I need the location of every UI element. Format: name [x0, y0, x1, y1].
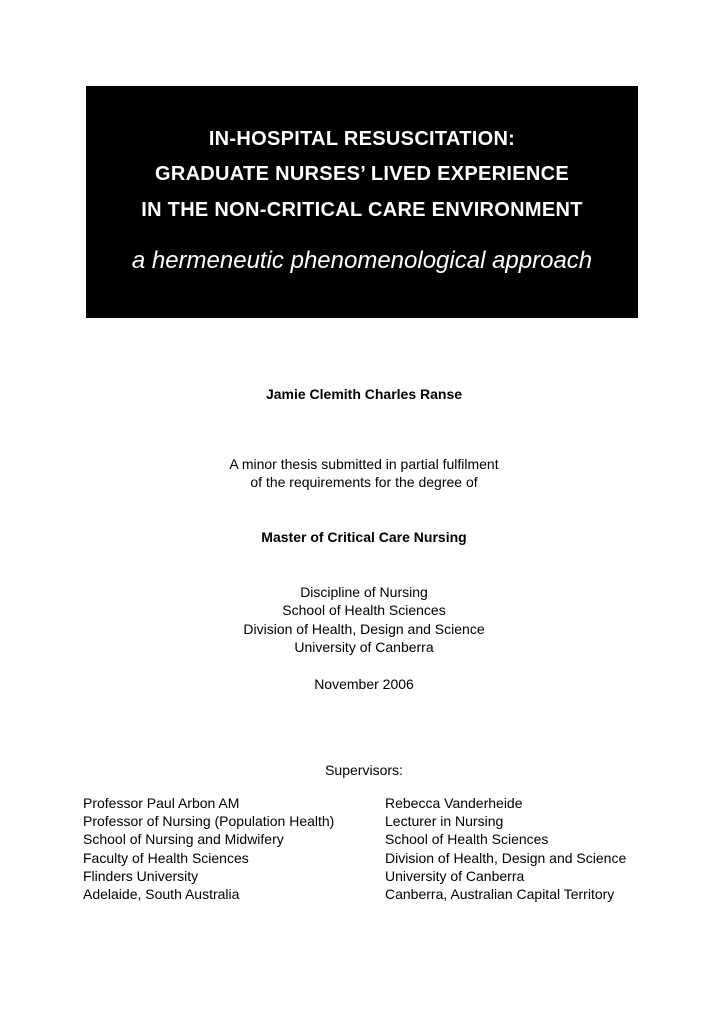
supervisor-left-faculty: Faculty of Health Sciences	[83, 849, 249, 866]
supervisor-right-university: University of Canberra	[385, 867, 525, 884]
degree-title: Master of Critical Care Nursing	[261, 529, 467, 545]
institution-discipline: Discipline of Nursing	[300, 584, 428, 600]
supervisor-left-school: School of Nursing and Midwifery	[83, 831, 284, 848]
title-line-1: IN-HOSPITAL RESUSCITATION:	[208, 128, 516, 150]
supervisor-right-name: Rebecca Vanderheide	[385, 795, 523, 811]
supervisor-left-location: Adelaide, South Australia	[83, 886, 240, 903]
title-block	[86, 86, 638, 318]
supervisor-right-school: School of Health Sciences	[385, 831, 549, 848]
institution-school: School of Health Sciences	[282, 602, 446, 618]
submission-line-1: A minor thesis submitted in partial fulfilment	[229, 456, 499, 472]
supervisor-left-university: Flinders University	[83, 867, 199, 884]
supervisor-right-title: Lecturer in Nursing	[385, 813, 504, 830]
title-line-2: GRADUATE NURSES’ LIVED EXPERIENCE	[154, 163, 570, 185]
institution-university: University of Canberra	[294, 639, 434, 655]
supervisor-right	[385, 794, 626, 903]
supervisor-left-name: Professor Paul Arbon AM	[83, 795, 240, 811]
supervisor-left-title: Professor of Nursing (Population Health)	[83, 813, 335, 830]
supervisors-heading: Supervisors:	[325, 762, 403, 778]
title-line-3: IN THE NON-CRITICAL CARE ENVIRONMENT	[141, 199, 583, 221]
supervisor-right-division: Division of Health, Design and Science	[385, 849, 627, 866]
subtitle: a hermeneutic phenomenological approach	[131, 247, 593, 274]
supervisor-right-location: Canberra, Australian Capital Territory	[385, 886, 615, 903]
institution-division: Division of Health, Design and Science	[243, 621, 485, 637]
submission-date: November 2006	[314, 676, 414, 692]
submission-line-2: of the requirements for the degree of	[250, 474, 478, 490]
author-name: Jamie Clemith Charles Ranse	[265, 386, 463, 402]
supervisor-left	[83, 794, 334, 903]
